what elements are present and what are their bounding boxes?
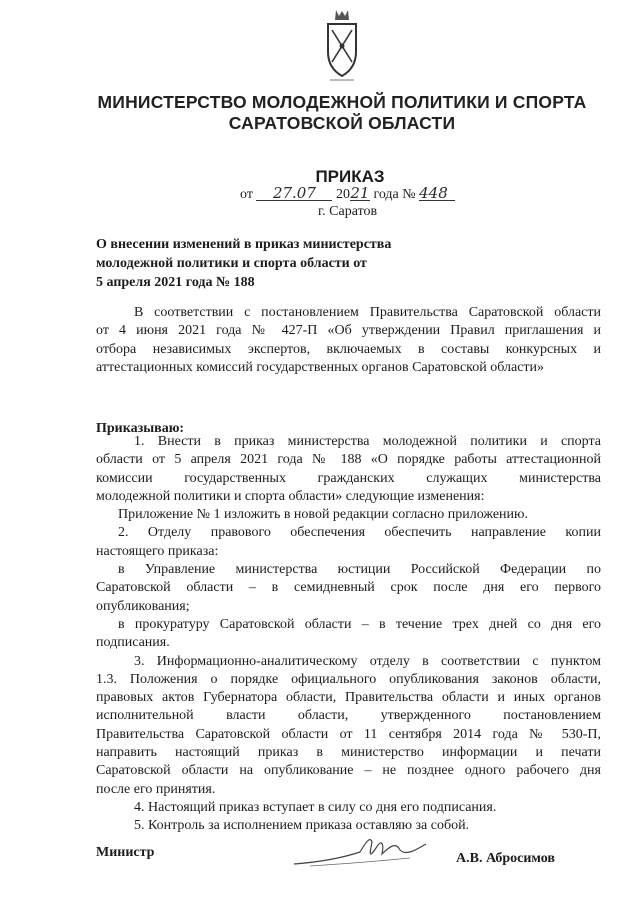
order-item-line: после его принятия. bbox=[96, 781, 216, 797]
order-item-line: правовых актов Губернатора области, Правительства области и иных органов bbox=[96, 690, 601, 706]
preamble bbox=[96, 304, 601, 377]
order-item-line: комиссии государственных гражданских служащих министерства bbox=[96, 470, 601, 486]
order-item-line: 2. Отделу правового обеспечения обеспечить направление копии bbox=[118, 525, 601, 541]
order-item-line: Саратовской области на опубликование – не позднее одного рабочего дня bbox=[96, 763, 601, 779]
order-item-line: 1.3. Положения о порядке официального опубликования законов области, bbox=[96, 671, 601, 687]
year-prefix: 20 bbox=[335, 187, 350, 202]
order-date-handwritten: 27.07 bbox=[256, 186, 332, 201]
from-label: от bbox=[240, 187, 253, 202]
subject-line: 5 апреля 2021 года № 188 bbox=[96, 275, 255, 290]
order-item-line: опубликования; bbox=[96, 598, 190, 614]
ministry-name-line1: МИНИСТЕРСТВО МОЛОДЕЖНОЙ ПОЛИТИКИ И СПОРТА bbox=[97, 92, 587, 112]
signer-name: А.В. Абросимов bbox=[456, 851, 555, 866]
ministry-name-line2: САРАТОВСКОЙ ОБЛАСТИ bbox=[228, 113, 456, 133]
subject-line: молодежной политики и спорта области от bbox=[96, 256, 367, 271]
order-item-line: в Управление министерства юстиции Российской Федерации по bbox=[118, 562, 601, 578]
subject-line: О внесении изменений в приказ министерства bbox=[96, 237, 392, 252]
order-items bbox=[96, 433, 601, 836]
order-item-line: исполнительной власти области, утвержденного постановлением bbox=[96, 708, 601, 724]
order-item-line: подписания. bbox=[96, 635, 170, 651]
order-item-line: в прокуратуру Саратовской области – в течение трех дней со дня его bbox=[118, 616, 601, 632]
order-item-line: настоящего приказа: bbox=[96, 543, 219, 559]
preamble-line: аттестационных комиссий государственных органов Саратовской области» bbox=[96, 359, 545, 375]
order-item-line: Правительства Саратовской области от 11 сентября 2014 года № 530-П, bbox=[96, 726, 601, 742]
order-date-line bbox=[240, 186, 455, 203]
preamble-line: от 4 июня 2021 года № 427-П «Об утверждении Правил приглашения и bbox=[96, 323, 601, 339]
order-item-line: области от 5 апреля 2021 года № 188 «О порядке работы аттестационной bbox=[96, 452, 601, 468]
preamble-line: отбора независимых экспертов, включаемых в составы конкурсных и bbox=[96, 341, 601, 357]
year-handwritten: 21 bbox=[350, 184, 370, 202]
orders-label: Приказываю: bbox=[96, 421, 185, 436]
preamble-line: В соответствии с постановлением Правительства Саратовской области bbox=[134, 305, 601, 320]
year-suffix: года № bbox=[373, 187, 416, 202]
order-item-line: 5. Контроль за исполнением приказа оставляю за собой. bbox=[134, 818, 470, 834]
order-item-line: 3. Информационно-аналитическому отделу в соответствии с пунктом bbox=[134, 653, 601, 669]
order-item-line: Приложение № 1 изложить в новой редакции согласно приложению. bbox=[118, 507, 528, 523]
order-item-line: молодежной политики и спорта области» следующие изменения: bbox=[96, 488, 485, 504]
city: г. Саратов bbox=[318, 204, 378, 219]
order-number-handwritten: 448 bbox=[419, 186, 455, 201]
order-item-line: 4. Настоящий приказ вступает в силу со дня его подписания. bbox=[134, 799, 497, 815]
order-item-line: 1. Внести в приказ министерства молодежной политики и спорта bbox=[134, 434, 601, 449]
order-item-line: Саратовской области – в семидневный срок после дня его первого bbox=[96, 580, 601, 596]
order-item-line: направить настоящий приказ в министерство информации и печати bbox=[96, 745, 601, 761]
order-title: ПРИКАЗ bbox=[315, 167, 385, 186]
order-subject bbox=[96, 235, 391, 292]
handwritten-signature-icon bbox=[290, 828, 430, 872]
signer-position: Министр bbox=[96, 845, 155, 860]
coat-of-arms-icon bbox=[322, 6, 362, 86]
